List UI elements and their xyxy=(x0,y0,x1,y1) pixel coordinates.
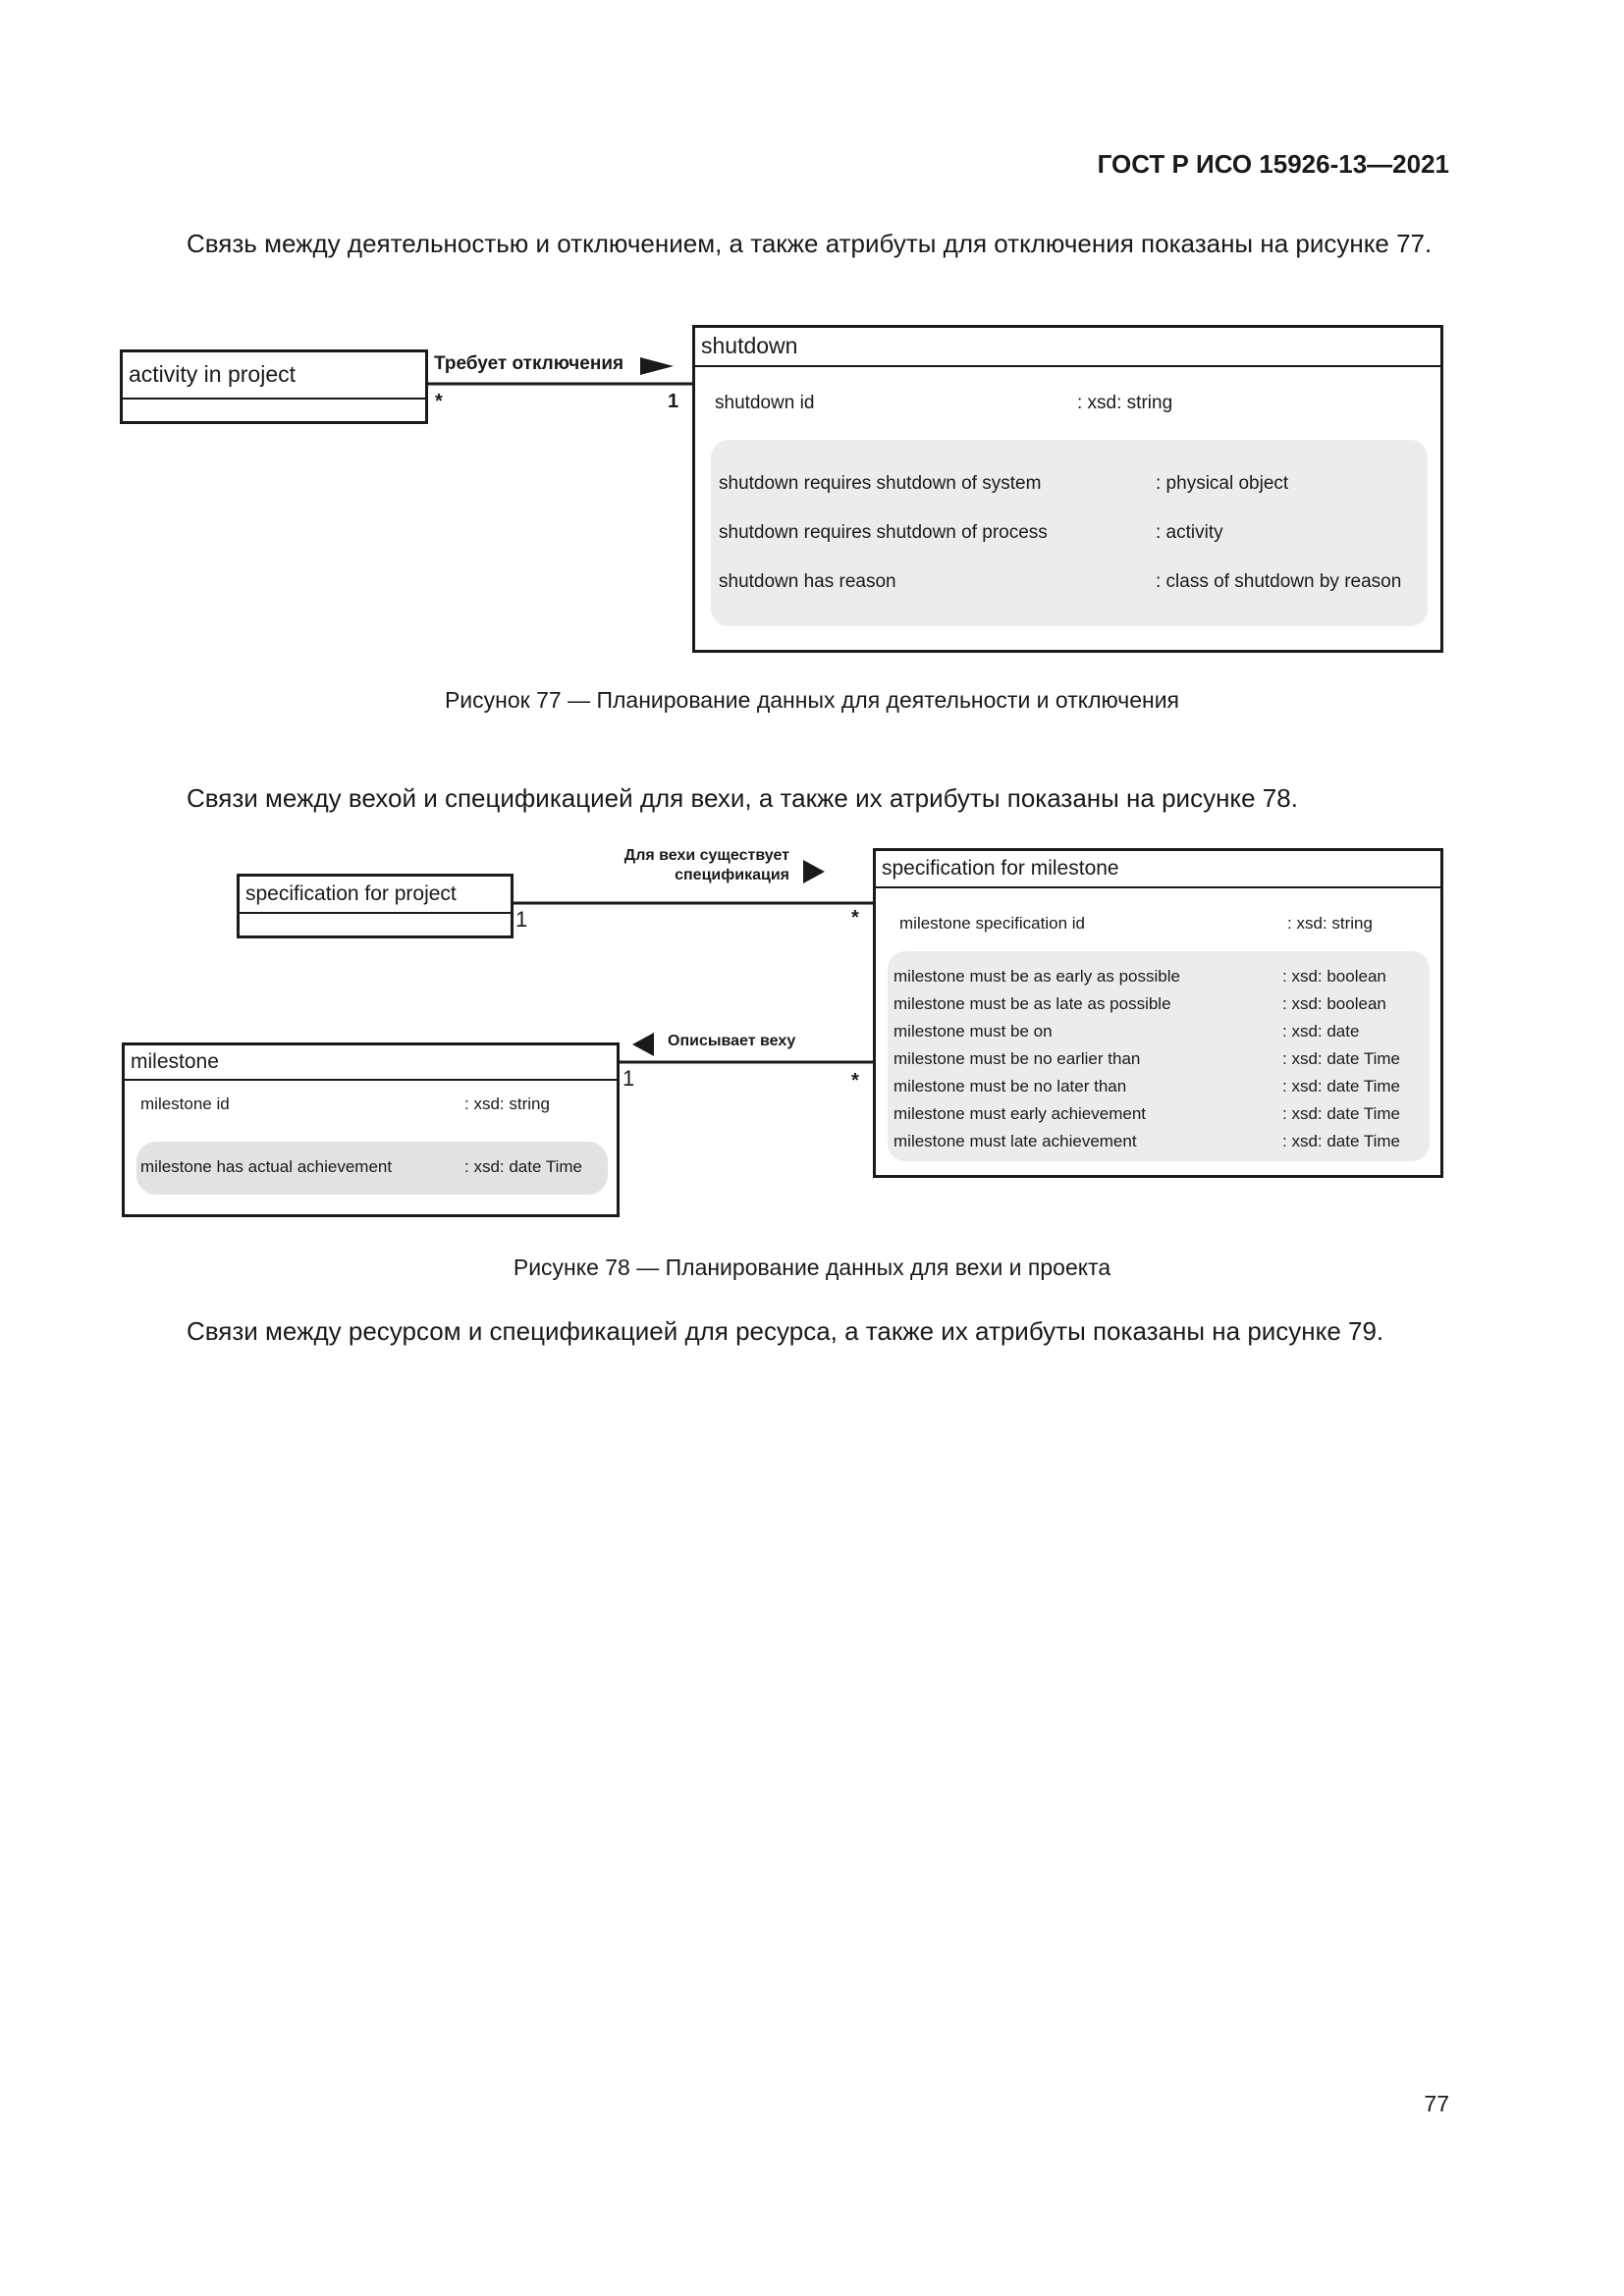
attr-type: : xsd: date Time xyxy=(464,1157,582,1176)
association-label-bottom: Описывает веху xyxy=(668,1033,796,1049)
association-label-top xyxy=(550,846,789,885)
class-title: specification for project xyxy=(240,877,511,914)
paragraph-79: Связи между ресурсом и спецификацией для ресурса, а также их атрибуты показаны на рисунке 79. xyxy=(187,1316,1384,1346)
attr-name: milestone must be as early as possible xyxy=(893,967,1180,986)
attr-type: : physical object xyxy=(1156,473,1289,494)
attr-type: : xsd: boolean xyxy=(1282,967,1386,986)
class-title: specification for milestone xyxy=(876,851,1440,888)
class-title: milestone xyxy=(125,1045,617,1081)
multiplicity-left: 1 xyxy=(515,907,528,932)
attr-type: : xsd: date xyxy=(1282,1022,1360,1041)
class-title: activity in project xyxy=(123,352,425,400)
page-number: 77 xyxy=(1424,2091,1449,2116)
figure-78-caption: Рисунке 78 — Планирование данных для вехи и проекта xyxy=(513,1255,1111,1280)
attr-name: milestone id xyxy=(140,1095,230,1113)
attr-name: milestone must be no later than xyxy=(893,1077,1127,1095)
multiplicity-left: 1 xyxy=(623,1066,635,1091)
association-label-line: Для вехи существует xyxy=(623,847,789,864)
attr-type: : xsd: date Time xyxy=(1282,1132,1400,1150)
attr-type: : xsd: string xyxy=(464,1095,550,1113)
attr-name: shutdown requires shutdown of process xyxy=(719,522,1048,543)
direction-arrow-icon xyxy=(640,357,674,375)
class-specification-for-project xyxy=(237,874,514,938)
multiplicity-right: * xyxy=(851,1070,859,1092)
direction-arrow-icon xyxy=(632,1033,654,1056)
attr-name: shutdown has reason xyxy=(719,571,896,592)
class-milestone xyxy=(122,1042,620,1217)
attr-type: : xsd: date Time xyxy=(1282,1104,1400,1123)
class-shutdown xyxy=(692,325,1443,653)
attr-name: milestone must late achievement xyxy=(893,1132,1137,1150)
attr-name: milestone must be on xyxy=(893,1022,1053,1041)
attr-type: : activity xyxy=(1156,522,1223,543)
attr-name: milestone must be as late as possible xyxy=(893,994,1171,1013)
direction-arrow-icon xyxy=(803,860,825,883)
attr-name: milestone specification id xyxy=(899,914,1085,933)
standard-number: ГОСТ Р ИСО 15926-13—2021 xyxy=(1097,149,1449,179)
association-label: Требует отключения xyxy=(434,353,624,374)
intro-paragraph: Связь между деятельностью и отключением, а также атрибуты для отключения показаны на рисунке 77. xyxy=(187,229,1433,258)
attr-type: : xsd: date Time xyxy=(1282,1049,1400,1068)
class-title: shutdown xyxy=(695,328,1440,367)
multiplicity-right: * xyxy=(851,907,859,929)
attr-type: : xsd: string xyxy=(1287,914,1373,933)
attr-type: : class of shutdown by reason xyxy=(1156,571,1402,592)
paragraph-78: Связи между вехой и спецификацией для вехи, а также их атрибуты показаны на рисунке 78. xyxy=(187,783,1298,813)
attr-type: : xsd: date Time xyxy=(1282,1077,1400,1095)
attr-name: milestone must be no earlier than xyxy=(893,1049,1141,1068)
figure-77-caption: Рисунок 77 — Планирование данных для деятельности и отключения xyxy=(444,687,1180,713)
class-specification-for-milestone xyxy=(873,848,1443,1178)
attr-name: shutdown id xyxy=(715,393,815,413)
attr-name: shutdown requires shutdown of system xyxy=(719,473,1042,494)
multiplicity-left: * xyxy=(435,391,443,412)
association-label-line: спецификация xyxy=(675,867,789,883)
multiplicity-right: 1 xyxy=(668,391,679,412)
attr-type: : xsd: string xyxy=(1077,393,1173,413)
attr-type: : xsd: boolean xyxy=(1282,994,1386,1013)
attr-name: milestone has actual achievement xyxy=(140,1157,393,1176)
attr-name: milestone must early achievement xyxy=(893,1104,1147,1123)
class-activity-in-project xyxy=(120,349,428,424)
